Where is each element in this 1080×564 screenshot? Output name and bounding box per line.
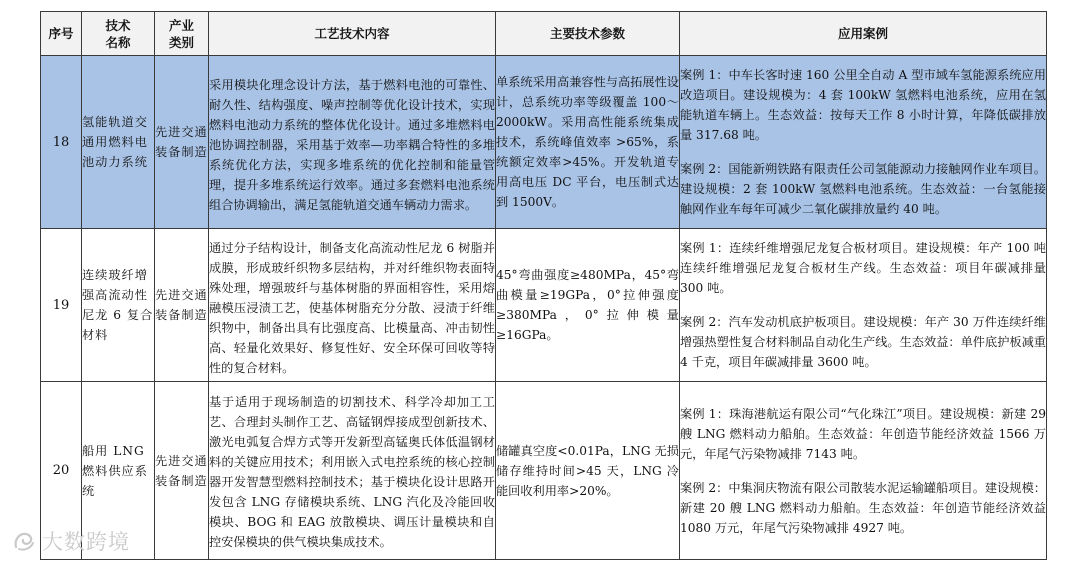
case-2: 案例 2：汽车发动机底护板项目。建设规模：年产 30 万件连续纤维增强热塑性复合材料制品自动化生产线。生态效益：单件底护板减重 4 千克，项目年碳减排量 3600 吨。 (680, 315, 1046, 369)
tech-params: 储罐真空度<0.01Pa，LNG 无损储存维持时间>45 天，LNG 冷能回收利用率>20%。 (496, 382, 680, 560)
tech-name: 连续玻纤增强高流动性尼龙 6 复合材料 (82, 229, 155, 382)
table-header-row (41, 12, 1047, 56)
table-row (41, 382, 1047, 560)
header-params: 主要技术参数 (496, 12, 680, 56)
process-content (209, 229, 496, 382)
process-content-text: 采用模块化理念设计方法，基于燃料电池的可靠性、耐久性、结构强度、噪声控制等优化设计技术，实现燃料电池动力系统的整体优化设计。通过多堆燃料电池协调控制器，采用基于效率—功率耦合特性的多堆系统优化方法，实现多堆系统的优化控制和能量管理，提升多堆系统运行效率。通过多套燃料电池系统组合协调输出，满足氢能轨道交通车辆动力需求。 (209, 77, 495, 212)
application-cases (680, 229, 1047, 382)
process-content-text: 基于适用于现场制造的切割技术、科学冷却加工工艺、合理封头制作工艺、高锰钢焊接成型创新技术、激光电弧复合焊方式等开发新型高锰奥氏体低温钢材料的关键应用技术；利用嵌入式电控系统的核心控制器开发智慧型燃料控制技术；基于模块化设计思路开发包含 LNG 存储模块系统、LNG 汽化及冷能回收模块、BOG 和 EAG 放散模块、调压计量模块和自控安保模块的供气模块集成技术。 (209, 394, 495, 549)
tech-name: 船用 LNG 燃料供应系统 (82, 382, 155, 560)
tech-name: 氢能轨道交通用燃料电池动力系统 (82, 56, 155, 229)
application-cases (680, 56, 1047, 229)
header-name-text: 技术 名称 (105, 17, 131, 50)
header-num: 序号 (41, 12, 82, 56)
tech-category: 先进交通装备制造 (155, 229, 209, 382)
table-row (41, 229, 1047, 382)
row-num: 19 (41, 229, 82, 382)
watermark-text: 大数跨境 (42, 530, 130, 554)
tech-params: 单系统采用高兼容性与高拓展性设计，总系统功率等级覆盖 100～2000kW。采用高性能系统集成技术，系统峰值效率 >65%，系统额定效率>45%。开发轨道专用高电压 DC 平台，电压制式达到 1500V。 (496, 56, 680, 229)
header-cases: 应用案例 (680, 12, 1047, 56)
row-num: 20 (41, 382, 82, 560)
tech-params: 45°弯曲强度≥480MPa，45°弯曲模量≥19GPa，0°拉伸强度≥380MPa，0°拉伸模量≥16GPa。 (496, 229, 680, 382)
case-1: 案例 1：中车长客时速 160 公里全自动 A 型市域车氢能源系统应用改造项目。建设规模为：4 套 100kW 氢燃料电池系统，应用在氢能轨道车辆上。生态效益：按每天工作 8 小时计算，年降低碳排放量 317.68 吨。 (680, 68, 1046, 142)
process-content (209, 56, 496, 229)
process-content (209, 382, 496, 560)
header-name (82, 12, 155, 56)
watermark (12, 526, 130, 556)
header-content: 工艺技术内容 (209, 12, 496, 56)
header-category-text: 产业 类别 (168, 17, 194, 50)
tech-category: 先进交通装备制造 (155, 382, 209, 560)
case-2: 案例 2：中集洞庆物流有限公司散装水泥运输罐船项目。建设规模：新建 20 艘 LNG 燃料动力船舶。生态效益：年创造节能经济效益 1080 万元，年尾气污染物减排 4927 吨。 (680, 480, 1046, 535)
tech-category: 先进交通装备制造 (155, 56, 209, 229)
case-1: 案例 1：连续纤维增强尼龙复合板材项目。建设规模：年产 100 吨连续纤维增强尼龙复合板材生产线。生态效益：项目年碳减排量 300 吨。 (680, 241, 1046, 295)
application-cases (680, 382, 1047, 560)
table-row (41, 56, 1047, 229)
row-num: 18 (41, 56, 82, 229)
header-category (155, 12, 209, 56)
technology-table (40, 11, 1047, 560)
swirl-logo-icon (12, 529, 36, 553)
process-content-text: 通过分子结构设计，制备支化高流动性尼龙 6 树脂并成膜，形成玻纤织物多层结构，并对纤维织物表面特殊处理，增强玻纤与基体树脂的界面相容性，采用熔融模压浸渍工艺，使基体树脂充分分散、浸渍于纤维织物中，制备出具有比强度高、比模量高、冲击韧性高、轻量化效果好、修复性好、安全环保可回收等特性的复合材料。 (209, 240, 495, 375)
case-2: 案例 2：国能新朔铁路有限责任公司氢能源动力接触网作业车项目。建设规模：2 套 100kW 氢燃料电池系统。生态效益：一台氢能接触网作业车每年可减少二氧化碳排放量约 40 吨。 (680, 162, 1046, 216)
case-1: 案例 1：珠海港航运有限公司“气化珠江”项目。建设规模：新建 29 艘 LNG 燃料动力船舶。生态效益：年创造节能经济效益 1566 万元，年尾气污染物减排 7143 吨。 (680, 406, 1046, 461)
